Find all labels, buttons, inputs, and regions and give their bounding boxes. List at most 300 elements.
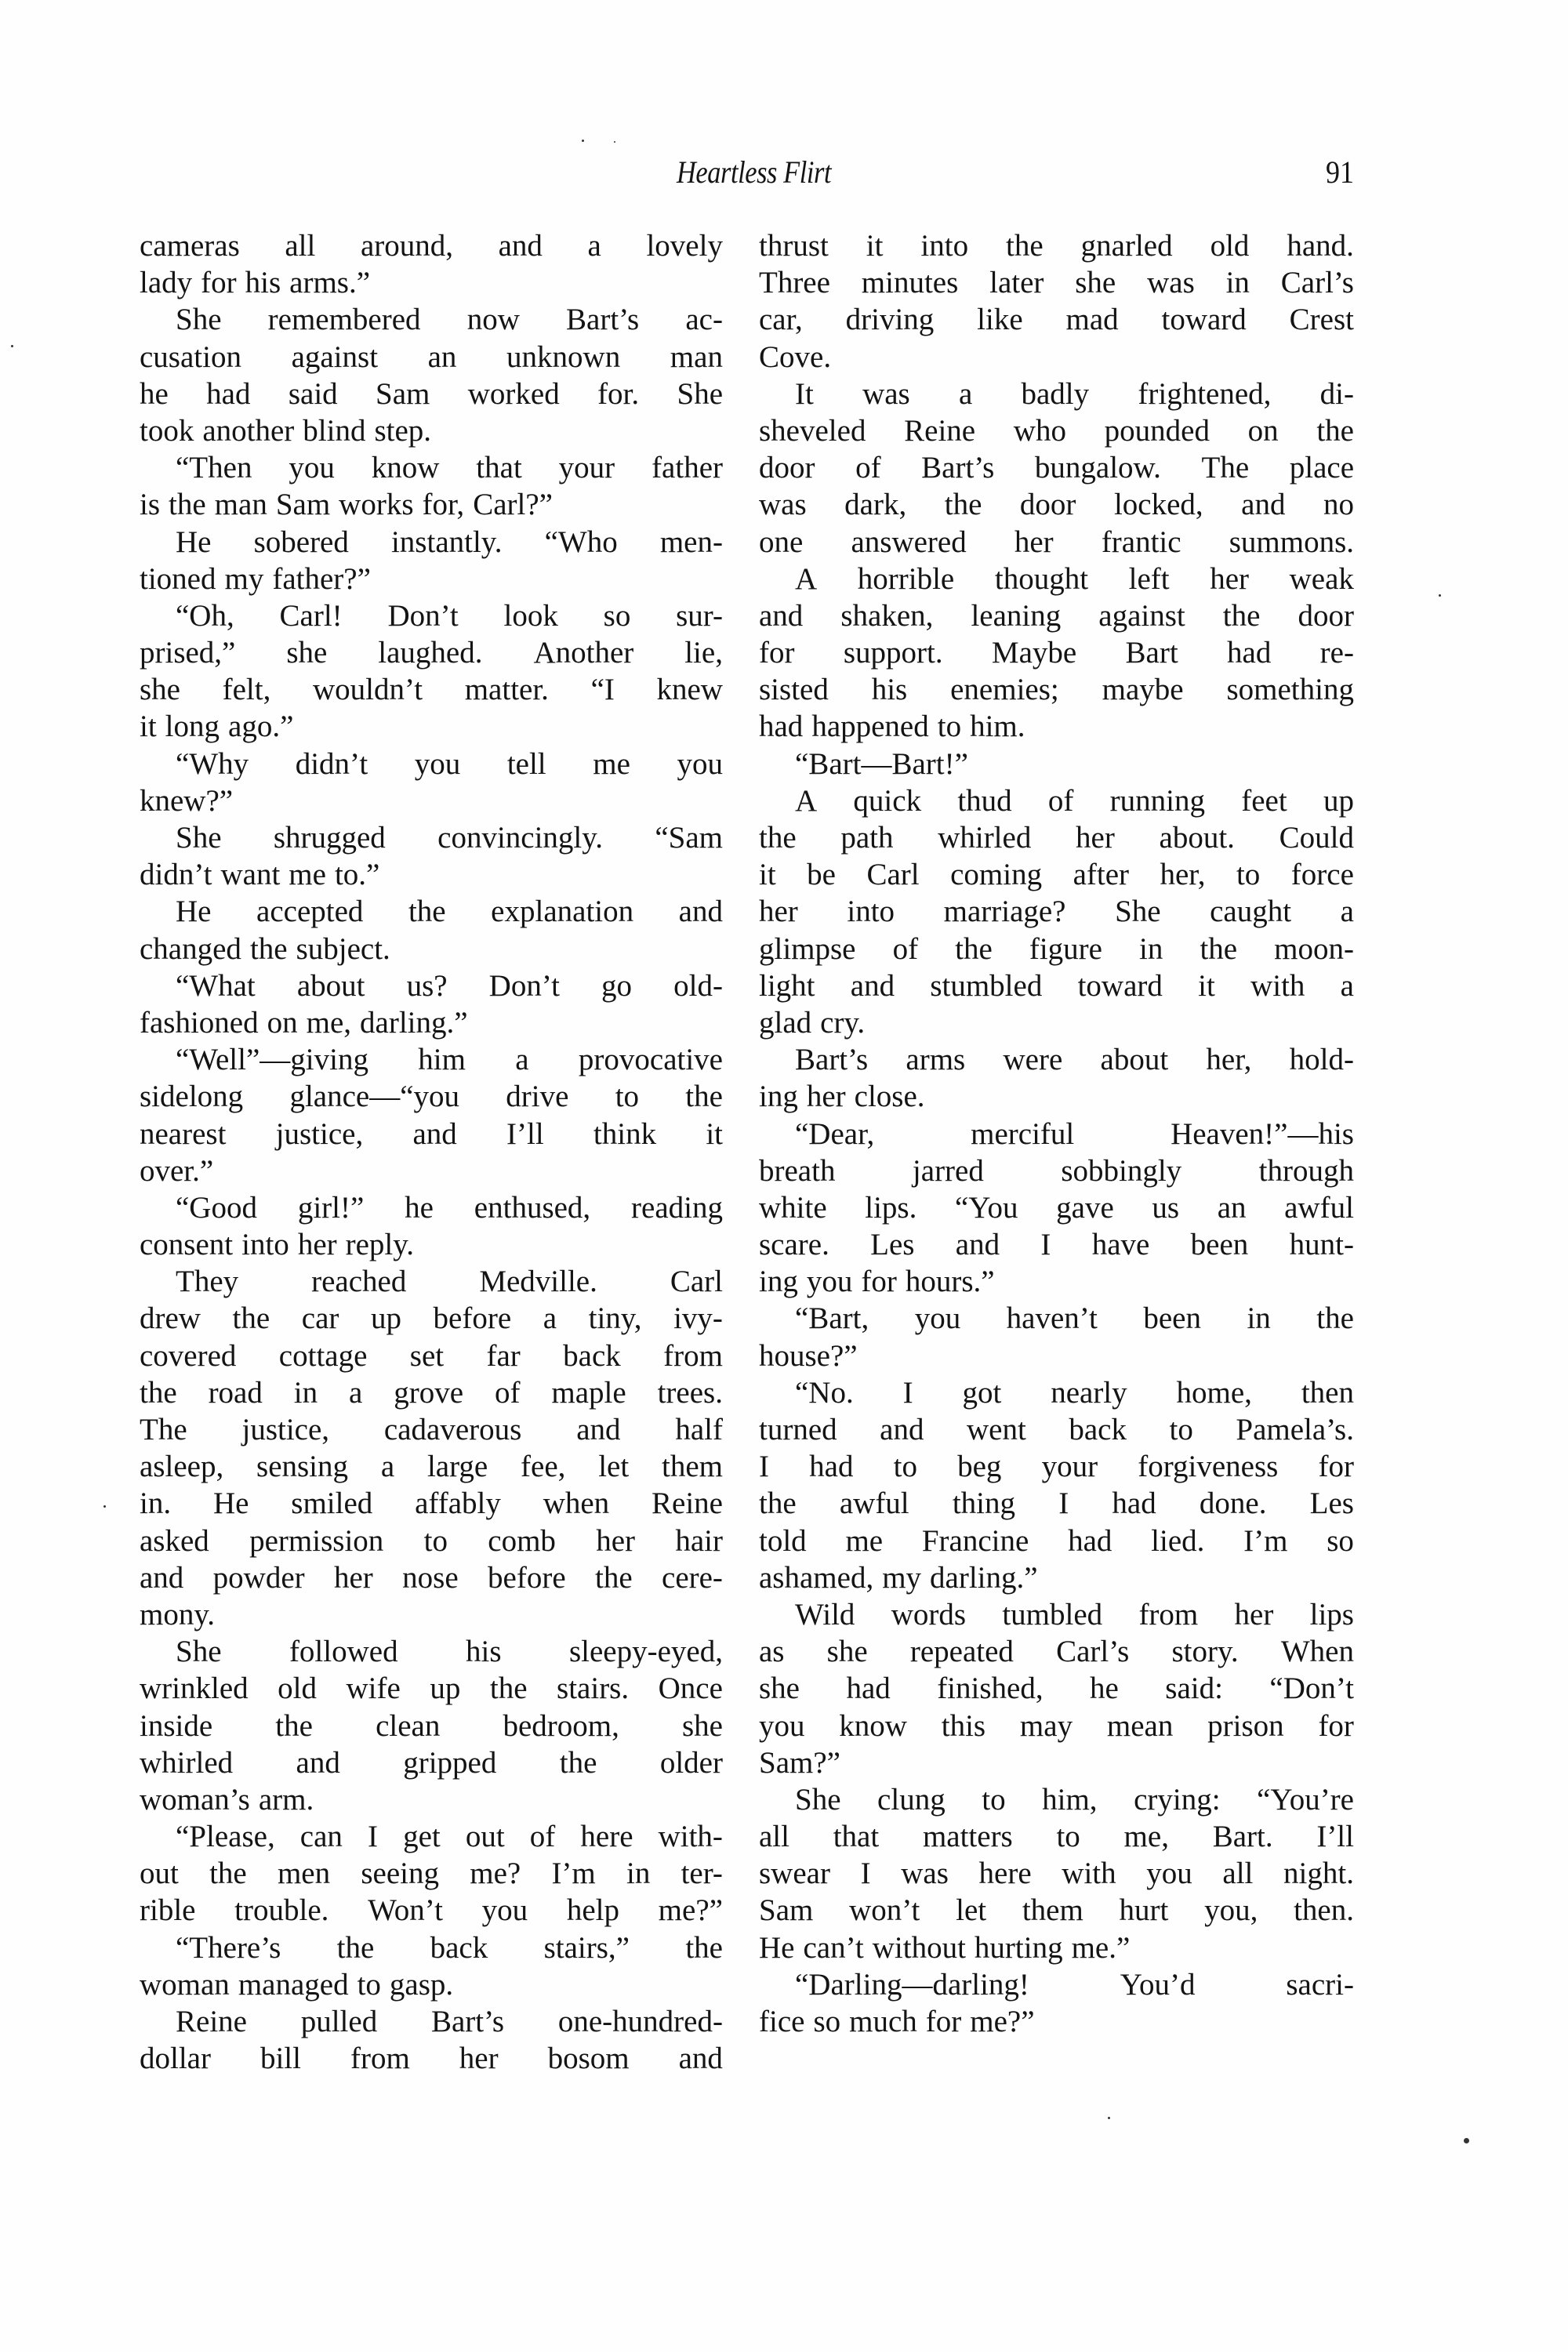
word: awful (839, 1486, 909, 1521)
text-line (140, 301, 723, 338)
word: a (543, 1301, 557, 1336)
word: in (1225, 266, 1250, 300)
word: explanation (491, 895, 634, 929)
word: no (1323, 488, 1354, 522)
word: forgiveness (1138, 1450, 1279, 1484)
word: got (962, 1375, 1002, 1410)
word: an (1217, 1190, 1247, 1225)
word: Maybe (991, 636, 1077, 670)
word: minutes (861, 266, 959, 300)
word: the (1222, 598, 1261, 633)
word: blind (303, 413, 366, 448)
word: you (1146, 1857, 1192, 1891)
word: had (206, 376, 251, 411)
word: this (941, 1708, 986, 1743)
word: I (368, 1820, 379, 1854)
scan-speck (582, 140, 584, 142)
scan-speck (1108, 2117, 1110, 2119)
word: changed (140, 931, 241, 966)
word: wrinkled (140, 1671, 249, 1706)
word: she (681, 1708, 723, 1743)
word: “Good (176, 1190, 257, 1225)
word: Sam (759, 1893, 814, 1928)
word: cadaverous (383, 1413, 522, 1446)
word: she (286, 636, 328, 670)
word: the (169, 488, 206, 522)
word: before (433, 1301, 512, 1336)
word: drive (506, 1080, 569, 1114)
word: Bart’s (430, 2005, 505, 2038)
word: a (1340, 895, 1354, 929)
word: his (871, 673, 908, 707)
word: close. (854, 1080, 925, 1114)
word: door (1019, 488, 1076, 522)
word: trouble. (234, 1893, 329, 1928)
word: They (176, 1265, 239, 1299)
text-line (140, 1855, 723, 1892)
word: here (580, 1820, 633, 1854)
word: reached (311, 1265, 407, 1299)
word: felt, (222, 673, 271, 707)
text-line (140, 856, 723, 893)
word: with (1062, 1857, 1116, 1891)
word: didn’t (295, 746, 368, 781)
word: “There’s (176, 1930, 281, 1965)
text-line (140, 1078, 723, 1115)
word: the (1316, 1301, 1354, 1336)
word: quick (853, 783, 922, 818)
word: thrust (759, 229, 829, 263)
word: hair (675, 1523, 723, 1558)
word: He (212, 1486, 249, 1521)
word: thing (952, 1486, 1016, 1521)
word: “Oh, (176, 598, 234, 633)
word: for. (597, 376, 640, 411)
word: and (140, 1560, 184, 1595)
word: Bart’s (566, 303, 640, 337)
word: the (408, 895, 446, 929)
word: in (626, 1857, 651, 1891)
word: to (1236, 858, 1261, 892)
word: lady (140, 266, 193, 300)
word: Carl (670, 1265, 723, 1299)
text-line (759, 561, 1354, 597)
word: the (944, 488, 982, 522)
word: tiny, (588, 1301, 642, 1336)
word: words (891, 1597, 967, 1632)
word: gripped (403, 1745, 497, 1780)
text-line (140, 449, 723, 486)
word: Sam (275, 488, 331, 522)
word: I (860, 1857, 871, 1891)
word: for (759, 636, 795, 670)
word: in. (140, 1486, 172, 1521)
word: may (1019, 1708, 1073, 1743)
word: step. (374, 413, 432, 448)
word: “Bart, (795, 1301, 869, 1336)
scan-speck (614, 141, 615, 143)
text-line (759, 1263, 1354, 1300)
word: and (850, 968, 895, 1003)
text-line (140, 1004, 723, 1041)
word: toward (1077, 968, 1163, 1003)
word: she (140, 673, 180, 707)
text-line (140, 746, 723, 782)
word: him, (1042, 1782, 1098, 1817)
word: Reine (652, 1486, 723, 1521)
word: know (839, 1708, 907, 1743)
word: in (1247, 1301, 1271, 1336)
word: back (430, 1930, 488, 1965)
word: woman’s (140, 1782, 250, 1817)
word: sensing (256, 1450, 349, 1484)
word: cottage (278, 1338, 368, 1373)
word: you (414, 746, 461, 781)
text-line (759, 1004, 1354, 1041)
word: had (1068, 1523, 1112, 1558)
word: worked (467, 376, 560, 411)
word: been (1143, 1301, 1201, 1336)
word: He (176, 895, 212, 929)
text-line (759, 931, 1354, 967)
word: and (412, 1116, 457, 1151)
word: for (1318, 1708, 1354, 1743)
word: powder (212, 1560, 305, 1595)
text-line (759, 1041, 1354, 1078)
word: “Please, (176, 1820, 275, 1854)
word: now (466, 303, 520, 337)
word: for (201, 266, 237, 300)
text-line (140, 967, 723, 1004)
word: Sam (376, 376, 430, 411)
word: ing (759, 1265, 798, 1299)
word: and (678, 2042, 723, 2076)
text-line (140, 1523, 723, 1559)
word: for (861, 1265, 897, 1299)
word: gnarled (1080, 229, 1173, 263)
word: a (958, 376, 973, 411)
word: ago.” (228, 710, 294, 744)
word: di- (1319, 376, 1354, 411)
word: pulled (300, 2005, 378, 2038)
word: she (759, 1671, 800, 1706)
word: sleepy-eyed, (568, 1635, 723, 1669)
word: you (677, 746, 723, 781)
word: of (494, 1375, 521, 1410)
word: up (1323, 783, 1354, 818)
word: subject. (296, 931, 390, 966)
word: coming (950, 858, 1043, 892)
text-line (759, 746, 1354, 782)
word: you, (1204, 1893, 1258, 1928)
word: me, (1123, 1820, 1169, 1854)
word: all (1222, 1857, 1254, 1891)
word: man (214, 488, 267, 522)
word: Les (870, 1228, 915, 1262)
word: When (1280, 1635, 1354, 1669)
text-line (140, 376, 723, 412)
word: the (275, 1708, 313, 1743)
word: and (296, 1745, 340, 1780)
word: home, (1176, 1375, 1252, 1410)
word: lied. (1151, 1523, 1205, 1558)
word: cere- (662, 1560, 723, 1595)
text-line (140, 1226, 723, 1263)
text-line (759, 486, 1354, 523)
word: left (1128, 561, 1170, 596)
word: knew (656, 673, 723, 707)
word: Les (1309, 1486, 1354, 1521)
word: provocative (578, 1043, 723, 1077)
word: the (1200, 931, 1238, 966)
word: them (661, 1450, 723, 1484)
word: on (1247, 413, 1279, 448)
word: have (1091, 1228, 1150, 1262)
word: pounded (1104, 413, 1210, 448)
word: wife (346, 1671, 401, 1706)
word: and (759, 598, 804, 633)
text-line (759, 1411, 1354, 1448)
text-line (759, 893, 1354, 930)
text-line (140, 1300, 723, 1337)
text-line (140, 1374, 723, 1411)
word: woman (140, 1967, 230, 2002)
word: it (866, 229, 884, 263)
word: know (371, 451, 440, 485)
word: You’d (1120, 1967, 1196, 2002)
word: and (678, 895, 723, 929)
word: thought (994, 561, 1089, 596)
text-line (759, 1116, 1354, 1152)
word: him. (970, 710, 1025, 744)
word: Reine (176, 2005, 247, 2038)
word: old- (673, 968, 723, 1003)
word: from (663, 1338, 723, 1373)
page-number: 91 (1326, 154, 1354, 190)
word: out (140, 1857, 179, 1891)
word: car (301, 1301, 339, 1336)
word: he (405, 1190, 434, 1225)
word: another (202, 413, 295, 448)
word: “Bart—Bart!” (795, 746, 968, 781)
word: be (807, 858, 836, 892)
word: inside (140, 1708, 213, 1743)
word: “Sam (655, 821, 723, 855)
word: his (466, 1635, 502, 1669)
word: Another (533, 636, 634, 670)
word: as (759, 1635, 785, 1669)
word: when (543, 1486, 610, 1521)
word: them (1022, 1893, 1083, 1928)
word: me (289, 858, 326, 892)
text-line (140, 1708, 723, 1744)
word: after (1073, 858, 1129, 892)
word: large (426, 1450, 488, 1484)
word: Bart’s (795, 1043, 869, 1077)
word: sheveled (759, 413, 866, 448)
word: an (427, 339, 457, 374)
word: later (989, 266, 1044, 300)
word: it (706, 1116, 723, 1151)
text-line (759, 1338, 1354, 1374)
word: I (1040, 1228, 1051, 1262)
text-line (140, 486, 723, 523)
word: affably (415, 1486, 501, 1521)
text-line (140, 1670, 723, 1707)
word: want (220, 858, 281, 892)
word: you (289, 451, 335, 485)
text-line (140, 819, 723, 856)
text-line (759, 1300, 1354, 1337)
word: clean (376, 1708, 441, 1743)
word: mad (1065, 303, 1119, 337)
text-line (759, 1929, 1354, 1966)
word: into (241, 1228, 289, 1262)
word: let (956, 1893, 987, 1928)
word: support. (843, 636, 943, 670)
word: to (423, 1523, 448, 1558)
word: with (1250, 968, 1305, 1003)
word: works (339, 488, 414, 522)
word: darling.” (360, 1005, 468, 1040)
word: of (1047, 783, 1074, 818)
word: leaning (971, 598, 1062, 633)
text-line (759, 1523, 1354, 1559)
word: bosom (547, 2042, 630, 2076)
word: unknown (506, 339, 621, 374)
word: older (659, 1745, 723, 1780)
word: back (563, 1338, 621, 1373)
word: Bart. (1212, 1820, 1273, 1854)
word: Three (759, 266, 830, 300)
word: her (1234, 1597, 1274, 1632)
text-line (140, 1338, 723, 1374)
word: marriage? (943, 895, 1066, 929)
word: took (140, 413, 194, 448)
word: rible (140, 1893, 196, 1928)
text-line (140, 227, 723, 264)
word: all (285, 229, 316, 263)
word: Carl’s (1280, 266, 1354, 300)
text-line (759, 1152, 1354, 1189)
word: up (430, 1671, 461, 1706)
word: stumbled (930, 968, 1043, 1003)
word: in (293, 1375, 318, 1410)
word: She (176, 1635, 222, 1669)
word: so (813, 2005, 841, 2038)
word: Cove. (759, 339, 832, 374)
text-line (140, 1152, 723, 1189)
word: door (759, 451, 815, 485)
word: Medville. (479, 1265, 597, 1299)
word: me? (470, 1857, 521, 1891)
word: can’t (803, 1930, 864, 1965)
word: was (862, 376, 910, 411)
word: lie, (684, 636, 723, 670)
word: old (1210, 229, 1250, 263)
word: something (1226, 673, 1354, 707)
text-line (759, 1781, 1354, 1818)
word: lips. (865, 1190, 917, 1225)
word: into (847, 895, 895, 929)
word: She (176, 821, 222, 855)
scan-speck (1439, 594, 1441, 597)
text-line (759, 597, 1354, 634)
word: A (795, 561, 818, 596)
word: locked, (1113, 488, 1203, 522)
word: ashamed, (759, 1560, 874, 1595)
word: ivy- (673, 1301, 723, 1336)
text-line (140, 561, 723, 597)
word: of (892, 931, 919, 966)
text-column-right (759, 227, 1354, 2040)
word: for (1318, 1450, 1354, 1484)
word: weak (1289, 561, 1354, 596)
scan-speck (103, 1505, 106, 1508)
word: sur- (676, 598, 723, 633)
word: she (1075, 266, 1116, 300)
word: I (759, 1450, 769, 1484)
word: so (603, 598, 631, 633)
word: tumbled (1002, 1597, 1103, 1632)
word: ac- (685, 303, 723, 337)
word: merciful (971, 1116, 1075, 1151)
word: horrible (857, 561, 955, 596)
word: and (880, 1413, 924, 1446)
word: tell (506, 746, 546, 781)
word: father?” (272, 561, 371, 596)
text-line (759, 1448, 1354, 1485)
word: finished, (937, 1671, 1044, 1706)
word: Sam?” (759, 1745, 840, 1780)
word: me (593, 746, 630, 781)
word: the (595, 1560, 633, 1595)
word: think (593, 1116, 657, 1151)
word: He (176, 524, 212, 559)
word: the (559, 1745, 597, 1780)
word: She (1115, 895, 1161, 929)
word: Wild (795, 1597, 855, 1632)
word: about. (1159, 821, 1235, 855)
word: cameras (140, 229, 240, 263)
text-line (759, 1189, 1354, 1226)
word: Don’t (387, 598, 459, 633)
word: prison (1207, 1708, 1284, 1743)
word: he (1090, 1671, 1119, 1706)
word: darling.” (930, 1560, 1038, 1595)
word: on (267, 1005, 298, 1040)
word: knew?” (140, 783, 234, 818)
word: let (598, 1450, 630, 1484)
word: tioned (140, 561, 216, 596)
word: convincingly. (437, 821, 603, 855)
text-line (140, 1189, 723, 1226)
word: crying: (1134, 1782, 1221, 1817)
word: “Then (176, 451, 252, 485)
word: white (759, 1190, 827, 1225)
word: the (336, 1930, 375, 1965)
word: sidelong (140, 1080, 244, 1114)
text-line (759, 412, 1354, 449)
word: maple (551, 1375, 626, 1410)
word: jarred (912, 1153, 984, 1188)
word: to (893, 1450, 917, 1484)
text-line (759, 967, 1354, 1004)
word: and (576, 1413, 621, 1446)
word: enemies; (950, 673, 1059, 707)
word: to.” (334, 858, 380, 892)
word: happened (811, 710, 929, 744)
